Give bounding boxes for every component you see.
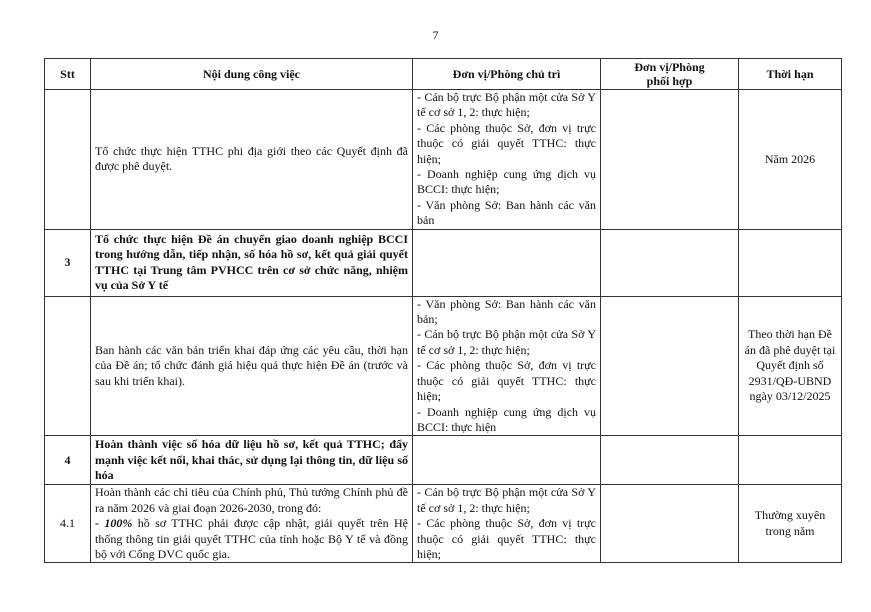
header-coop-unit-line1: Đơn vị/Phòng: [634, 60, 705, 74]
row-deadline: [739, 436, 842, 485]
header-coop-unit: [601, 59, 739, 90]
table-row-section: [45, 229, 842, 296]
row-coop-unit: [601, 485, 739, 563]
content-emphasis: - 100%: [95, 516, 133, 531]
row-stt: [45, 90, 91, 230]
row-lead-unit: [413, 229, 601, 296]
row-content: Ban hành các văn bản triển khai đáp ứng các yêu cầu, thời hạn của Đề án; tổ chức đánh giá hiệu quả thực hiện Đề án (trước và sau khi triển khai).: [91, 296, 413, 436]
page-number: 7: [432, 28, 439, 42]
row-deadline: Năm 2026: [739, 90, 842, 230]
row-content: Hoàn thành việc số hóa dữ liệu hồ sơ, kết quả TTHC; đẩy mạnh việc kết nối, khai thác, sử dụng lại thông tin, dữ liệu số hóa: [91, 436, 413, 485]
lead-unit-line: - Các phòng thuộc Sở, đơn vị trực thuộc có giải quyết TTHC: thực hiện;: [417, 358, 596, 404]
lead-unit-line: - Văn phòng Sở: Ban hành các văn bản: [417, 197, 596, 228]
row-content: Tổ chức thực hiện TTHC phi địa giới theo các Quyết định đã được phê duyệt.: [91, 90, 413, 230]
lead-unit-line: - Doanh nghiệp cung ứng dịch vụ BCCI: thực hiện: [417, 404, 596, 434]
lead-unit-line: - Các phòng thuộc Sở, đơn vị trực thuộc có giải quyết TTHC: thực hiện;: [417, 120, 596, 166]
row-lead-unit: [413, 296, 601, 436]
row-stt: 4.1: [45, 485, 91, 563]
row-coop-unit: [601, 436, 739, 485]
row-coop-unit: [601, 296, 739, 436]
row-stt: [45, 296, 91, 436]
content-intro: Hoàn thành các chỉ tiêu của Chính phủ, Thủ tướng Chính phủ đề ra năm 2026 và giai đoạn 2026-2030, trong đó:: [95, 485, 408, 515]
header-stt: Stt: [45, 59, 91, 90]
table-row-section: [45, 436, 842, 485]
row-coop-unit: [601, 229, 739, 296]
lead-unit-line: - Văn phòng Sở: Ban hành các văn bản;: [417, 296, 596, 327]
lead-unit-line: - Cán bộ trực Bộ phận một cửa Sở Y tế cơ sở 1, 2: thực hiện;: [417, 327, 596, 357]
table-header-row: [45, 59, 842, 90]
table-row: [45, 485, 842, 563]
row-lead-unit: [413, 485, 601, 563]
row-deadline: Thường xuyên trong năm: [739, 485, 842, 563]
header-lead-unit: Đơn vị/Phòng chủ trì: [413, 59, 601, 90]
table-row: [45, 90, 842, 230]
row-content: [91, 485, 413, 563]
table-row: [45, 296, 842, 436]
row-content: Tổ chức thực hiện Đề án chuyển giao doanh nghiệp BCCI trong hướng dẫn, tiếp nhận, số hóa hồ sơ, kết quả giải quyết TTHC tại Trung tâm PVHCC trên cơ sở chức năng, nhiệm vụ của Sở Y tế: [91, 229, 413, 296]
row-deadline: Theo thời hạn Đề án đã phê duyệt tại Quyết định số 2931/QĐ-UBND ngày 03/12/2025: [739, 296, 842, 436]
row-stt: 3: [45, 229, 91, 296]
row-stt: 4: [45, 436, 91, 485]
row-lead-unit: [413, 436, 601, 485]
header-deadline: Thời hạn: [739, 59, 842, 90]
row-deadline: [739, 229, 842, 296]
header-content: Nội dung công việc: [91, 59, 413, 90]
content-rest: hồ sơ TTHC phải được cập nhật, giải quyết trên Hệ thống thông tin giải quyết TTHC của tỉnh hoặc Bộ Y tế và đồng bộ với Cổng DVC quốc gia.: [95, 516, 408, 561]
row-coop-unit: [601, 90, 739, 230]
lead-unit-line: - Cán bộ trực Bộ phận một cửa Sở Y tế cơ sở 1, 2: thực hiện;: [417, 90, 596, 120]
work-plan-table: [44, 58, 842, 563]
header-coop-unit-line2: phối hợp: [646, 74, 693, 88]
row-lead-unit: [413, 90, 601, 230]
lead-unit-line: - Các phòng thuộc Sở, đơn vị trực thuộc có giải quyết TTHC: thực hiện;: [417, 516, 596, 561]
lead-unit-line: - Doanh nghiệp cung ứng dịch vụ BCCI: thực hiện;: [417, 167, 596, 197]
lead-unit-line: - Cán bộ trực Bộ phận một cửa Sở Y tế cơ sở 1, 2: thực hiện;: [417, 485, 596, 515]
